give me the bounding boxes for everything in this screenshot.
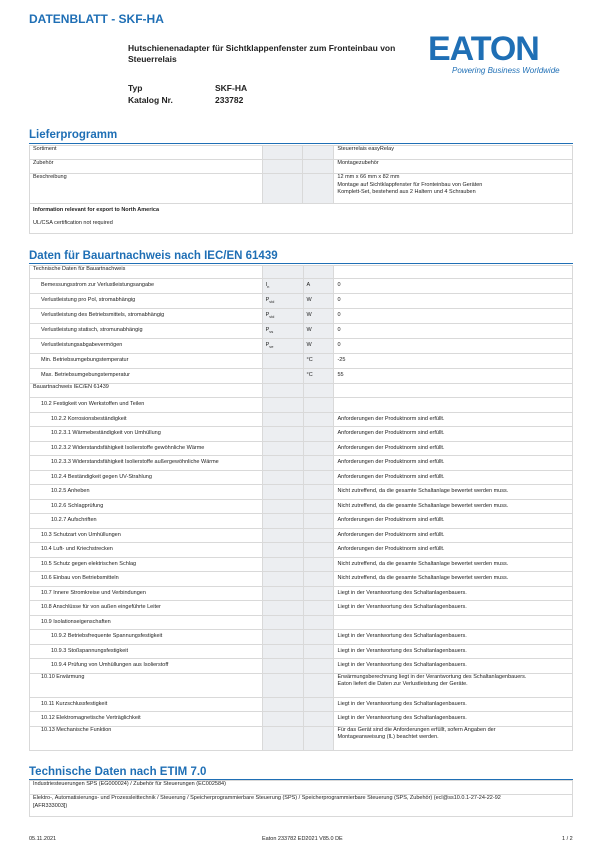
table-row (30, 673, 573, 697)
eaton-logo-text: EATON (428, 30, 539, 68)
row-label: 10.2.3.1 Wärmebeständigkeit von Umhüllung (30, 427, 263, 442)
row-symbol (262, 324, 303, 339)
table-row (30, 160, 573, 174)
table-row (30, 441, 573, 456)
table-row (30, 266, 573, 279)
product-header (128, 43, 418, 65)
row-label: 10.9 Isolationseigenschaften (30, 615, 263, 630)
table-row (30, 572, 573, 587)
table-row (30, 339, 573, 354)
symbol-subscript: vs (269, 328, 274, 334)
katalog-value: 233782 (215, 95, 244, 105)
table-row (30, 615, 573, 630)
row-label: 10.2.2 Korrosionsbeständigkeit (30, 412, 263, 427)
etim-line: [AFR333003]) (33, 802, 68, 809)
row-value: Liegt in der Verantwortung des Schaltanlagenbauers. (334, 601, 573, 616)
row-label: 10.3 Schutzart von Umhüllungen (30, 528, 263, 543)
row-value: Montagezubehör (334, 160, 573, 174)
table-row (30, 398, 573, 413)
etim-line: Elektro-, Automatisierungs- und Prozessleittechnik / Steuerung / Speicherprogrammierbare Steuerung (SPS) / Speicherprogrammierbare Steuerung (SPS, Zubehör) (ecl@ss10.0.1-27-24-22-92 (33, 795, 501, 801)
table-row (30, 795, 573, 817)
table-row (30, 412, 573, 427)
table-row (30, 204, 573, 234)
typ-label: Typ (128, 83, 143, 93)
row-value (334, 673, 573, 697)
symbol-subscript: vid (269, 313, 275, 319)
row-value: Liegt in der Verantwortung des Schaltanlagenbauers. (334, 712, 573, 727)
table-row (30, 726, 573, 750)
row-value: Anforderungen der Produktnorm sind erfüllt. (334, 528, 573, 543)
row-label: 10.13 Mechanische Funktion (30, 726, 263, 750)
row-value: Nicht zutreffend, da die gesamte Schaltanlage bewertet werden muss. (334, 557, 573, 572)
symbol-subscript: vid (269, 298, 275, 304)
description-line: Komplett-Set, bestehend aus 2 Haltern und 4 Schrauben (337, 189, 476, 195)
typ-value: SKF-HA (215, 83, 248, 93)
row-value: Steuerrelais easyRelay (334, 146, 573, 160)
row-label: Min. Betriebsumgebungstemperatur (30, 354, 263, 369)
export-text: UL/CSA certification not required (33, 219, 113, 226)
row-value: Liegt in der Verantwortung des Schaltanlagenbauers. (334, 644, 573, 659)
value-line: Montageanweisung (IL) beachtet werden. (337, 734, 439, 740)
row-value: 0 (334, 339, 573, 354)
tagline: Powering Business Worldwide (452, 66, 560, 75)
symbol: P (265, 311, 270, 318)
product-description-line2: Steuerrelais (128, 54, 177, 64)
description-line: 12 mm x 66 mm x 82 mm (337, 174, 400, 180)
row-value: 0 (334, 324, 573, 339)
row-label: 10.2.6 Schlagprüfung (30, 499, 263, 514)
row-value: Nicht zutreffend, da die gesamte Schaltanlage bewertet werden muss. (334, 572, 573, 587)
row-label: 10.10 Erwärmung (30, 673, 263, 697)
bauartnachweis-table (29, 265, 573, 751)
row-label: 10.9.3 Stoßspannungsfestigkeit (30, 644, 263, 659)
row-label: 10.4 Luft- und Kriechstrecken (30, 543, 263, 558)
row-value: 0 (334, 279, 573, 294)
table-row (30, 384, 573, 398)
row-value: Nicht zutreffend, da die gesamte Schaltanlage bewertet werden muss. (334, 485, 573, 500)
row-value: Anforderungen der Produktnorm sind erfüllt. (334, 470, 573, 485)
table-row (30, 174, 573, 204)
row-value: Liegt in der Verantwortung des Schaltanlagenbauers. (334, 697, 573, 712)
row-label: 10.5 Schutz gegen elektrischen Schlag (30, 557, 263, 572)
table-row (30, 324, 573, 339)
row-label: 10.2.4 Beständigkeit gegen UV-Strahlung (30, 470, 263, 485)
table-row (30, 659, 573, 674)
row-label: Max. Betriebsumgebungstemperatur (30, 369, 263, 384)
row-value (334, 398, 573, 413)
row-unit: W (303, 294, 334, 309)
table-row (30, 427, 573, 442)
section-title-lieferprogramm: Lieferprogramm (29, 129, 118, 141)
table-row (30, 470, 573, 485)
section-title-bauartnachweis: Daten für Bauartnachweis nach IEC/EN 61439 (29, 250, 278, 262)
row-value: -25 (334, 354, 573, 369)
row-symbol (262, 354, 303, 369)
row-unit: W (303, 324, 334, 339)
row-label: 10.8 Anschlüsse für von außen eingeführte Leiter (30, 601, 263, 616)
footer-center: Eaton 233782 ED2021 V85.0 DE (262, 836, 343, 842)
document-title: DATENBLATT - SKF-HA (29, 12, 164, 26)
row-label: 10.2.7 Aufschriften (30, 514, 263, 529)
table-row (30, 146, 573, 160)
row-symbol (262, 369, 303, 384)
row-label: 10.2 Festigkeit von Werkstoffen und Teilen (30, 398, 263, 413)
footer-date: 05.11.2021 (29, 836, 57, 842)
table-row (30, 354, 573, 369)
row-value (334, 726, 573, 750)
value-line: Eaton liefert die Daten zur Verlustleistung der Geräte. (337, 681, 468, 687)
table-row (30, 485, 573, 500)
row-label: Verlustleistung des Betriebsmittels, stromabhängig (30, 309, 263, 324)
symbol-subscript: ve (269, 343, 274, 349)
row-unit: °C (303, 369, 334, 384)
table-row (30, 309, 573, 324)
iec-heading: Bauartnachweis IEC/EN 61439 (30, 384, 263, 398)
symbol: P (265, 341, 270, 348)
symbol: I (265, 281, 268, 288)
table-row (30, 712, 573, 727)
table-row (30, 499, 573, 514)
table-row (30, 543, 573, 558)
row-value: Nicht zutreffend, da die gesamte Schaltanlage bewertet werden muss. (334, 499, 573, 514)
row-label: 10.7 Innere Stromkreise und Verbindungen (30, 586, 263, 601)
row-symbol (262, 339, 303, 354)
export-info (30, 204, 573, 234)
row-label: 10.12 Elektromagnetische Verträglichkeit (30, 712, 263, 727)
row-label: 10.11 Kurzschlussfestigkeit (30, 697, 263, 712)
table-row (30, 781, 573, 795)
footer-page: 1 / 2 (562, 836, 573, 842)
section-rule (29, 263, 573, 264)
row-value: Anforderungen der Produktnorm sind erfüllt. (334, 441, 573, 456)
row-value (334, 174, 573, 204)
row-symbol (262, 309, 303, 324)
row-unit: W (303, 339, 334, 354)
table-row (30, 697, 573, 712)
etim-table (29, 780, 573, 817)
row-value: 0 (334, 309, 573, 324)
row-value: Anforderungen der Produktnorm sind erfüllt. (334, 412, 573, 427)
section-rule (29, 143, 573, 144)
row-value: Anforderungen der Produktnorm sind erfüllt. (334, 456, 573, 471)
row-label: Verlustleistung pro Pol, stromabhängig (30, 294, 263, 309)
table-row (30, 456, 573, 471)
row-value: Anforderungen der Produktnorm sind erfüllt. (334, 427, 573, 442)
row-label: 10.2.3.2 Widerstandsfähigkeit Isolierstoffe gewöhnliche Wärme (30, 441, 263, 456)
row-label: Zubehör (30, 160, 263, 174)
row-symbol (262, 279, 303, 294)
row-label: Beschreibung (30, 174, 263, 204)
row-value: Liegt in der Verantwortung des Schaltanlagenbauers. (334, 630, 573, 645)
row-unit: A (303, 279, 334, 294)
symbol: P (265, 326, 270, 333)
row-symbol (262, 294, 303, 309)
table-row (30, 601, 573, 616)
table-row (30, 630, 573, 645)
row-label: Sortiment (30, 146, 263, 160)
export-heading: Information relevant for export to North America (33, 207, 160, 213)
row-value: Liegt in der Verantwortung des Schaltanlagenbauers. (334, 586, 573, 601)
table-row (30, 369, 573, 384)
row-unit: °C (303, 354, 334, 369)
katalog-label: Katalog Nr. (128, 95, 173, 105)
etim-row: Industriesteuerungen SPS (EG000024) / Zubehör für Steuerungen (EC002584) (30, 781, 573, 795)
row-value: Anforderungen der Produktnorm sind erfüllt. (334, 543, 573, 558)
table-row (30, 644, 573, 659)
row-label: 10.2.5 Anheben (30, 485, 263, 500)
symbol: P (265, 296, 270, 303)
product-description-line1: Hutschienenadapter für Sichtklappenfenster zum Fronteinbau von (128, 43, 396, 53)
row-label: Verlustleistung statisch, stromunabhängig (30, 324, 263, 339)
row-label: Bemessungsstrom zur Verlustleistungsangabe (30, 279, 263, 294)
symbol-subscript: n (267, 283, 270, 289)
row-value: 55 (334, 369, 573, 384)
row-label: 10.9.4 Prüfung von Umhüllungen aus Isolierstoff (30, 659, 263, 674)
lieferprogramm-table (29, 145, 573, 234)
row-label: 10.2.3.3 Widerstandsfähigkeit Isolierstoffe außergewöhnliche Wärme (30, 456, 263, 471)
table-row (30, 586, 573, 601)
table-row (30, 528, 573, 543)
value-line: Für das Gerät sind die Anforderungen erfüllt, sofern Angaben der (337, 726, 496, 733)
row-label: 10.6 Einbau von Betriebsmitteln (30, 572, 263, 587)
row-value: Liegt in der Verantwortung des Schaltanlagenbauers. (334, 659, 573, 674)
table-row (30, 279, 573, 294)
row-value: Anforderungen der Produktnorm sind erfüllt. (334, 514, 573, 529)
row-unit: W (303, 309, 334, 324)
row-label: 10.9.2 Betriebsfrequente Spannungsfestigkeit (30, 630, 263, 645)
tech-heading: Technische Daten für Bauartnachweis (30, 266, 263, 279)
row-value: 0 (334, 294, 573, 309)
table-row (30, 557, 573, 572)
value-line: Erwärmungsberechnung liegt in der Verantwortung des Schaltanlagenbauers. (337, 673, 527, 680)
table-row (30, 294, 573, 309)
etim-row (30, 795, 573, 817)
section-title-etim: Technische Daten nach ETIM 7.0 (29, 766, 207, 778)
row-value (334, 615, 573, 630)
description-line: Montage auf Sichtklappfenster für Fronteinbau von Geräten (337, 181, 483, 188)
table-row (30, 514, 573, 529)
row-label: Verlustleistungsabgabevermögen (30, 339, 263, 354)
